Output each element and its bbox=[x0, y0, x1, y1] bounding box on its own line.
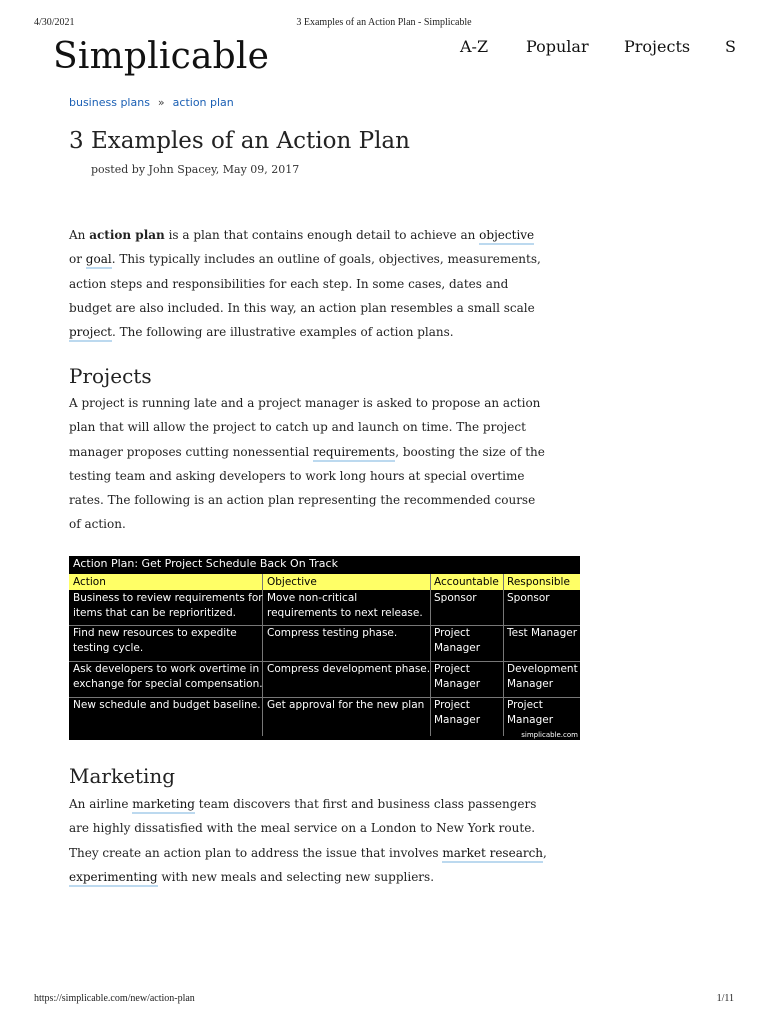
intro-paragraph bbox=[69, 223, 549, 344]
link-experimenting[interactable]: experimenting bbox=[69, 870, 158, 887]
projects-text-1: A project is running late and a project manager is asked to propose an action plan that will allow the project to catch up and launch on time. The project manager proposes cutting nonessential bbox=[69, 396, 541, 459]
table-cell: Test Manager bbox=[507, 627, 578, 639]
nav-item-a-z[interactable]: A-Z bbox=[460, 37, 489, 56]
link-market-research[interactable]: market research bbox=[442, 846, 543, 863]
table-header-accountable: Accountable bbox=[434, 576, 499, 588]
link-objective[interactable]: objective bbox=[479, 228, 534, 245]
intro-text-2: is a plan that contains enough detail to achieve an bbox=[164, 228, 480, 242]
table-cell: Project Manager bbox=[434, 627, 481, 654]
table-cell: Project Manager bbox=[434, 663, 481, 690]
nav-item-s[interactable]: S bbox=[725, 37, 736, 56]
table-cell: Find new resources to expedite testing cycle. bbox=[73, 627, 237, 654]
table-cell: Business to review requirements for items that can be reprioritized. bbox=[73, 592, 263, 619]
section-heading-marketing: Marketing bbox=[69, 764, 176, 788]
intro-text-3: or bbox=[69, 252, 86, 267]
print-url: https://simplicable.com/new/action-plan bbox=[34, 993, 195, 1004]
marketing-text-1: An airline bbox=[69, 797, 133, 811]
print-date: 4/30/2021 bbox=[34, 17, 75, 28]
page-title: 3 Examples of an Action Plan bbox=[69, 128, 410, 154]
table-header-objective: Objective bbox=[267, 576, 317, 588]
link-goal[interactable]: goal bbox=[86, 252, 112, 269]
table-header-action: Action bbox=[73, 576, 106, 588]
marketing-paragraph bbox=[69, 792, 549, 889]
intro-text-4: . This typically includes an outline of goals, objectives, measurements, action steps and responsibilities for each step. In some cases, dates and budget are also included. In this way, an action plan resembles a small scale bbox=[69, 252, 541, 315]
table-caption: Action Plan: Get Project Schedule Back On Track bbox=[73, 557, 338, 570]
table-cell: Move non-critical requirements to next release. bbox=[267, 592, 423, 619]
nav-item-projects[interactable]: Projects bbox=[624, 37, 691, 56]
breadcrumb bbox=[69, 96, 234, 109]
print-title: 3 Examples of an Action Plan - Simplicable bbox=[296, 17, 472, 28]
marketing-text-2: team discovers that first and business class passengers are highly dissatisfied with the meal service on a London to New York route. They create an action plan to address the issue that involves bbox=[69, 797, 537, 860]
table-cell: Get approval for the new plan bbox=[267, 699, 425, 711]
intro-term-action-plan: action plan bbox=[89, 228, 165, 242]
intro-text-1: An bbox=[69, 228, 90, 242]
section-heading-projects: Projects bbox=[69, 364, 152, 388]
byline: posted by John Spacey, May 09, 2017 bbox=[91, 163, 300, 176]
table-cell: Compress development phase. bbox=[267, 663, 431, 675]
table-cell: Project Manager bbox=[434, 699, 481, 726]
breadcrumb-item-business-plans[interactable]: business plans bbox=[69, 96, 150, 109]
table-cell: Project Manager bbox=[507, 699, 554, 726]
nav-item-popular[interactable]: Popular bbox=[526, 37, 589, 56]
link-marketing[interactable]: marketing bbox=[132, 797, 195, 814]
marketing-text-3: , bbox=[543, 845, 547, 860]
link-requirements[interactable]: requirements bbox=[313, 445, 395, 462]
table-cell: Compress testing phase. bbox=[267, 627, 398, 639]
marketing-text-4: with new meals and selecting new suppliers. bbox=[157, 869, 435, 884]
table-watermark: simplicable.com bbox=[521, 731, 578, 739]
table-cell: Development Manager bbox=[507, 663, 578, 690]
table-header-responsible: Responsible bbox=[507, 576, 570, 588]
projects-paragraph bbox=[69, 391, 549, 537]
intro-text-5: . The following are illustrative examples of action plans. bbox=[112, 325, 454, 340]
table-divider bbox=[503, 574, 504, 736]
site-logo[interactable]: Simplicable bbox=[53, 36, 270, 77]
table-cell: New schedule and budget baseline. bbox=[73, 699, 261, 711]
link-project[interactable]: project bbox=[69, 325, 112, 342]
breadcrumb-item-action-plan[interactable]: action plan bbox=[172, 96, 234, 109]
table-divider bbox=[430, 574, 431, 736]
table-cell: Ask developers to work overtime in exchange for special compensation. bbox=[73, 663, 263, 690]
table-cell: Sponsor bbox=[434, 592, 477, 604]
page-number: 1/11 bbox=[716, 993, 734, 1004]
breadcrumb-separator: » bbox=[157, 96, 165, 109]
projects-text-2: , boosting the size of the testing team and asking developers to work long hours at special overtime rates. The following is an action plan representing the recommended course of action. bbox=[69, 444, 545, 532]
action-plan-table bbox=[69, 556, 580, 740]
table-cell: Sponsor bbox=[507, 592, 550, 604]
